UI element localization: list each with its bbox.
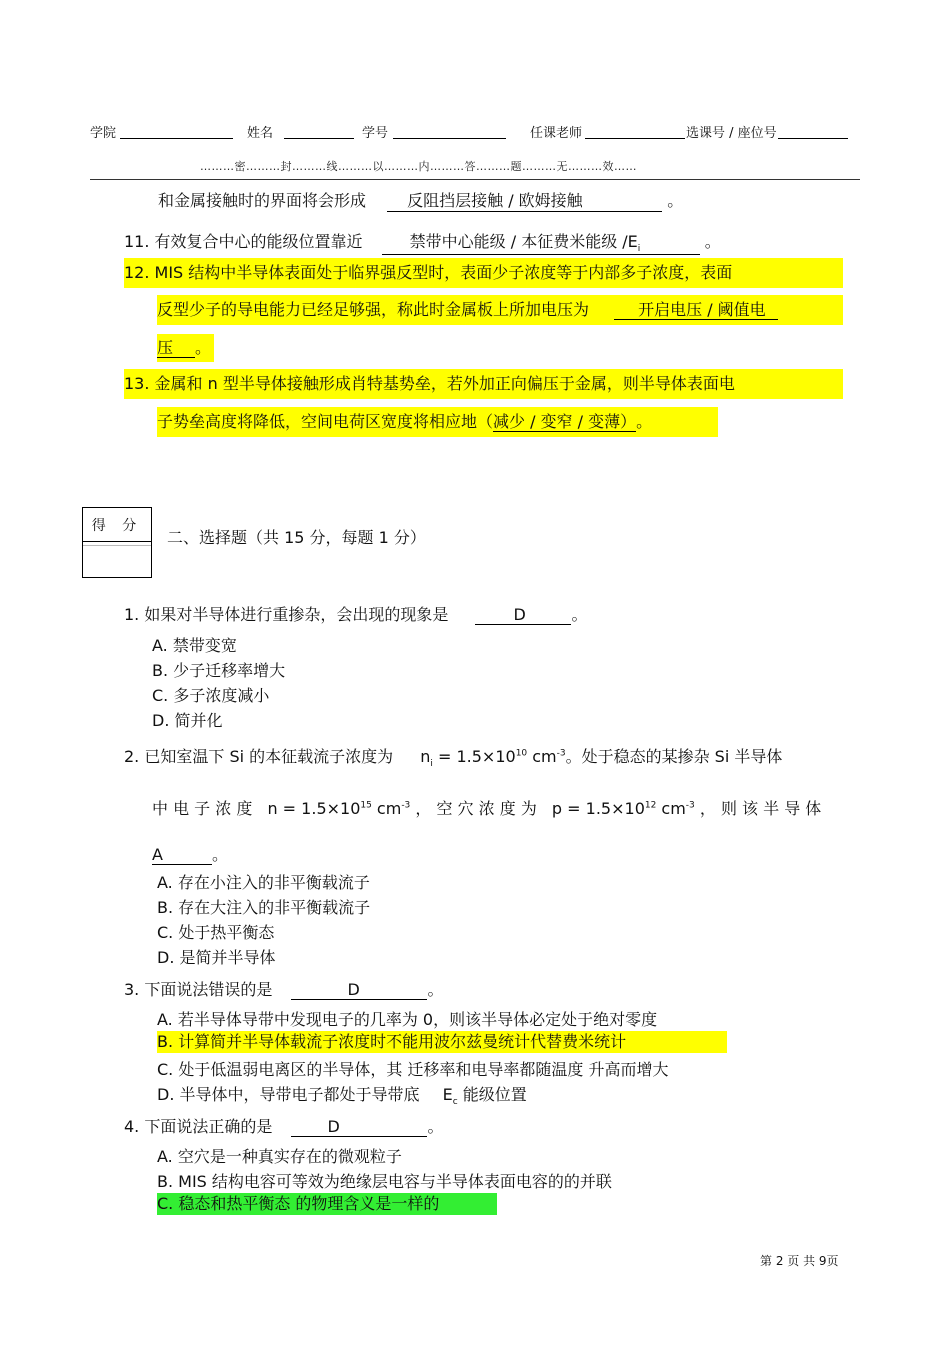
mc3-option-d <box>157 1082 527 1107</box>
score-label: 得 分 <box>91 518 143 534</box>
mc2-p-unit-exp: -3 <box>685 800 695 811</box>
q10-continued <box>158 188 683 212</box>
seat-field[interactable] <box>778 138 848 139</box>
mc3-option-d-ec <box>442 1085 458 1108</box>
student-id-label: 学号 <box>362 126 389 141</box>
mc2-ni-sub: i <box>430 759 433 770</box>
mc2-n-unit: cm <box>371 799 402 818</box>
mc3-end: 。 <box>427 980 444 999</box>
mc2-p-exp: 12 <box>644 800 657 811</box>
mc2-p-value: p = 1.5×10 <box>551 799 645 818</box>
mc3-option-d-sub: c <box>452 1097 458 1108</box>
mc2-line2-a: 中 电 子 浓 度 <box>152 799 253 818</box>
mc2-ni-unit-exp: -3 <box>556 748 566 759</box>
mc2-answer: A <box>152 845 212 865</box>
mc4-stem-text: 4. 下面说法正确的是 <box>124 1117 273 1136</box>
mc2-n-exp: 15 <box>360 800 372 811</box>
mc4-stem <box>124 1114 443 1137</box>
q13-line1-text: 13. 金属和 n 型半导体接触形成肖特基势垒，若外加正向偏压于金属，则半导体表面电 <box>124 374 735 393</box>
mc2-option-b: B. 存在大注入的非平衡载流子 <box>157 898 371 917</box>
mc2-line2-c: ， 则 该 半 导 体 <box>699 799 822 818</box>
mc2-ni-symbol: n <box>420 747 431 766</box>
q13-line1 <box>124 369 843 399</box>
mc2-stem-line2 <box>152 796 844 819</box>
mc3-option-b: B. 计算简并半导体载流子浓度时不能用波尔兹曼统计代替费米统计 <box>157 1031 727 1053</box>
mc4-option-b: B. MIS 结构电容可等效为绝缘层电容与半导体表面电容的的并联 <box>157 1172 612 1191</box>
q12-end: 。 <box>195 338 212 357</box>
q13-end: 。 <box>636 412 653 431</box>
mc4-answer: D <box>291 1117 427 1137</box>
q12-answer-a: 开启电压 / 阈值电 <box>614 301 778 320</box>
mc2-n-unit-exp: -3 <box>401 800 411 811</box>
mc3-option-a: A. 若半导体导带中发现电子的几率为 0，则该半导体必定处于绝对零度 <box>157 1010 658 1029</box>
mc2-stem-a: 2. 已知室温下 Si 的本征载流子浓度为 <box>124 747 394 766</box>
q10-text: 和金属接触时的界面将会形成 <box>158 191 367 210</box>
q10-answer: 反阻挡层接触 / 欧姆接触 <box>387 188 662 212</box>
mc1-option-b: B. 少子迁移率增大 <box>152 661 286 680</box>
name-label: 姓名 <box>247 126 274 141</box>
mc2-n-value: n = 1.5×10 <box>267 799 361 818</box>
teacher-field[interactable] <box>585 138 685 139</box>
mc1-option-c: C. 多子浓度减小 <box>152 686 270 705</box>
q13-line2 <box>157 407 718 437</box>
mc1-stem-text: 1. 如果对半导体进行重掺杂，会出现的现象是 <box>124 605 449 624</box>
mc4-end: 。 <box>427 1117 444 1136</box>
q11-answer-text: 禁带中心能级 / 本征费米能级 /E <box>409 232 638 251</box>
mc3-option-d-e: E <box>442 1085 453 1104</box>
seal-line: ………密………封………线………以………内………答………题………无………效…… <box>200 160 637 173</box>
mc2-ni-value: = 1.5×10 <box>432 747 516 766</box>
mc2-ni-unit: cm <box>527 747 557 766</box>
mc3-option-d-text: D. 半导体中，导带电子都处于导带底 <box>157 1085 420 1104</box>
mc2-stem-line1 <box>124 744 782 769</box>
q12-line3 <box>157 334 214 362</box>
college-label: 学院 <box>90 126 117 141</box>
mc2-option-a: A. 存在小注入的非平衡载流子 <box>157 873 370 892</box>
college-field[interactable] <box>120 138 233 139</box>
mc2-p <box>552 799 695 818</box>
student-id-field[interactable] <box>393 138 506 139</box>
mc1-option-a: A. 禁带变宽 <box>152 636 237 655</box>
q11-answer-sub: i <box>637 244 641 255</box>
mc3-stem-text: 3. 下面说法错误的是 <box>124 980 273 999</box>
q12-line1-text: 12. MIS 结构中半导体表面处于临界强反型时，表面少子浓度等于内部多子浓度，表面 <box>124 263 733 282</box>
mc2-ni-exp: 10 <box>515 748 528 759</box>
mc2-line2-b: ， 空 穴 浓 度 为 <box>415 799 537 818</box>
q12-answer-b: 压 <box>157 339 195 358</box>
score-box-divider-2 <box>83 545 151 546</box>
q11-answer <box>382 229 700 255</box>
q10-end: 。 <box>667 191 684 210</box>
mc2-ni <box>420 747 566 770</box>
name-field[interactable] <box>284 138 354 139</box>
seat-label: 选课号 / 座位号 <box>686 126 777 141</box>
mc2-answer-line <box>152 842 228 865</box>
section2-title: 二、选择题（共 15 分，每题 1 分） <box>167 528 426 547</box>
q13-line2-text: 子势垒高度将降低，空间电荷区宽度将相应地（ <box>157 412 494 431</box>
mc3-option-d-end: 能级位置 <box>457 1085 527 1104</box>
mc3-stem <box>124 977 443 1000</box>
mc1-option-d: D. 简并化 <box>152 711 223 730</box>
mc2-n <box>267 799 410 818</box>
mc4-option-a: A. 空穴是一种真实存在的微观粒子 <box>157 1147 402 1166</box>
mc4-option-c: C. 稳态和热平衡态 的物理含义是一样的 <box>157 1193 497 1215</box>
mc2-p-unit: cm <box>656 799 686 818</box>
q11-text: 11. 有效复合中心的能级位置靠近 <box>124 232 363 251</box>
q11-end: 。 <box>704 232 721 251</box>
mc1-end: 。 <box>571 605 588 624</box>
mc3-option-c: C. 处于低温弱电离区的半导体，其 迁移率和电导率都随温度 升高而增大 <box>157 1060 669 1079</box>
q12-line1 <box>124 258 843 288</box>
q11 <box>124 229 721 255</box>
score-box-divider <box>83 541 151 542</box>
mc2-stem-b: 。处于稳态的某掺杂 Si 半导体 <box>565 747 783 766</box>
teacher-label: 任课老师 <box>530 126 583 141</box>
mc2-end: 。 <box>212 845 229 864</box>
q12-line2 <box>157 295 843 325</box>
mc3-answer: D <box>291 980 427 1000</box>
q12-line2-text: 反型少子的导电能力已经足够强，称此时金属板上所加电压为 <box>157 300 590 319</box>
mc2-option-c: C. 处于热平衡态 <box>157 923 275 942</box>
page-footer: 第 2 页 共 9页 <box>760 1254 839 1268</box>
mc1-stem <box>124 602 587 625</box>
q13-answer: 减少 / 变窄 / 变薄） <box>493 412 637 431</box>
header-divider <box>90 179 860 180</box>
mc2-option-d: D. 是简并半导体 <box>157 948 276 967</box>
score-box <box>82 507 152 578</box>
mc1-answer: D <box>475 605 571 625</box>
